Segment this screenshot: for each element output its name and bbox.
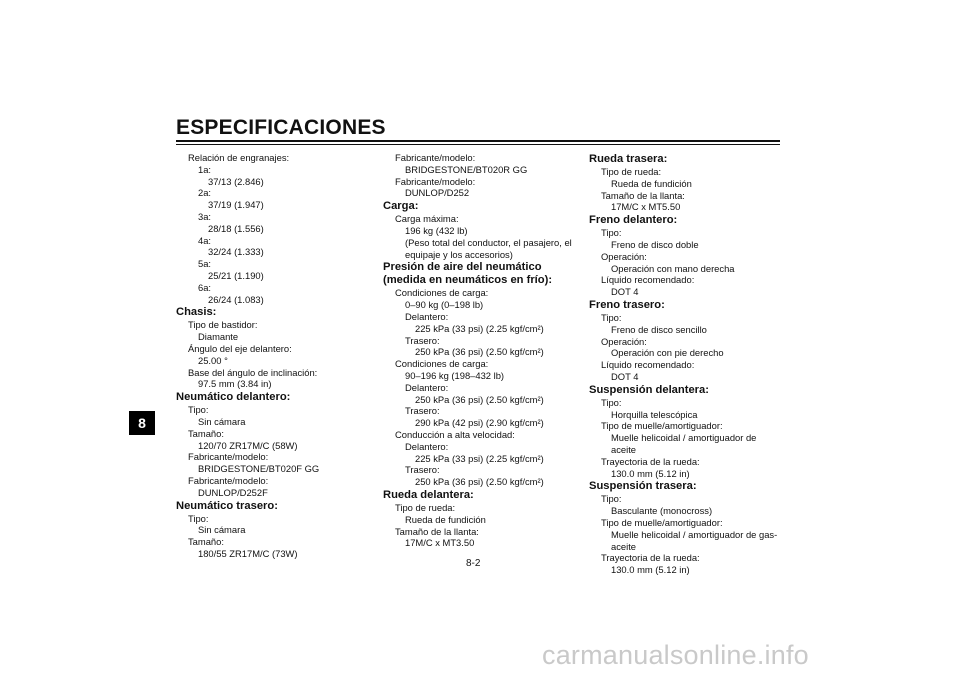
spec-line: 4a: (198, 234, 212, 246)
page-title: ESPECIFICACIONES (176, 116, 386, 139)
spec-line: Basculante (monocross) (611, 505, 713, 517)
spec-line: Tipo: (601, 493, 622, 505)
spec-line: Tamaño de la llanta: (395, 525, 479, 537)
spec-line: Tipo de muelle/amortiguador: (601, 420, 723, 432)
spec-line: 196 kg (432 lb) (405, 224, 468, 236)
spec-line: Tamaño de la llanta: (601, 189, 685, 201)
watermark: carmanualsonline.info (542, 640, 809, 670)
spec-line: Condiciones de carga: (395, 358, 489, 370)
spec-line: Tipo: (188, 512, 209, 524)
spec-line: DUNLOP/D252 (405, 187, 470, 199)
spec-line: Ángulo del eje delantero: (188, 342, 292, 354)
spec-line: Tamaño: (188, 427, 224, 439)
spec-column-1 (176, 152, 366, 560)
spec-line: Diamante (198, 331, 239, 343)
spec-line: 90–196 kg (198–432 lb) (405, 369, 505, 381)
spec-line: (Peso total del conductor, el pasajero, el equipaje y los accesorios) (405, 236, 572, 260)
spec-line: Trasero: (405, 334, 440, 346)
spec-line: 25/21 (1.190) (208, 269, 264, 281)
section-heading: Rueda delantera: (383, 488, 474, 501)
spec-line: 225 kPa (33 psi) (2.25 kgf/cm²) (415, 322, 544, 334)
spec-line: 120/70 ZR17M/C (58W) (198, 439, 298, 451)
spec-line: Relación de engranajes: (188, 152, 290, 163)
section-heading: Freno trasero: (589, 298, 665, 311)
spec-line: Delantero: (405, 310, 449, 322)
spec-line: 250 kPa (36 psi) (2.50 kgf/cm²) (415, 346, 544, 358)
spec-line: 290 kPa (42 psi) (2.90 kgf/cm²) (415, 417, 544, 429)
spec-line: 0–90 kg (0–198 lb) (405, 299, 484, 311)
spec-line: 250 kPa (36 psi) (2.50 kgf/cm²) (415, 393, 544, 405)
spec-line: Fabricante/modelo: (188, 474, 269, 486)
spec-line: 3a: (198, 210, 212, 222)
spec-line: Rueda de fundición (611, 177, 692, 189)
spec-line: Tipo: (601, 311, 622, 323)
section-heading: Suspensión delantera: (589, 383, 709, 396)
spec-line: Sin cámara (198, 524, 246, 536)
spec-line: DOT 4 (611, 286, 639, 298)
spec-line: Muelle helicoidal / amortiguador de aceite (611, 432, 757, 455)
section-heading: Chasis: (176, 306, 217, 319)
spec-line: Trayectoria de la rueda: (601, 455, 700, 467)
spec-line: 130.0 mm (5.12 in) (611, 467, 690, 479)
section-tab: 8 (129, 411, 155, 435)
section-heading: Rueda trasera: (589, 153, 668, 165)
spec-line: Operación: (601, 250, 647, 262)
spec-line: 225 kPa (33 psi) (2.25 kgf/cm²) (415, 452, 544, 464)
section-heading: Neumático trasero: (176, 499, 278, 512)
spec-line: Delantero: (405, 440, 449, 452)
spec-line: Tamaño: (188, 536, 224, 548)
spec-line: 37/19 (1.947) (208, 199, 264, 211)
spec-line: Tipo: (188, 404, 209, 416)
spec-line: Freno de disco sencillo (611, 323, 707, 335)
spec-line: Sin cámara (198, 415, 246, 427)
spec-line: 32/24 (1.333) (208, 246, 264, 258)
spec-line: 1a: (198, 163, 212, 175)
spec-line: Tipo de rueda: (395, 501, 456, 513)
section-heading: Suspensión trasera: (589, 480, 697, 493)
spec-line: Fabricante/modelo: (395, 152, 476, 163)
spec-line: 17M/C x MT3.50 (405, 537, 475, 549)
spec-line: DUNLOP/D252F (198, 486, 268, 498)
spec-line: Freno de disco doble (611, 238, 699, 250)
section-heading: Freno delantero: (589, 214, 678, 227)
spec-line: Fabricante/modelo: (395, 175, 476, 187)
spec-line: Trasero: (405, 405, 440, 417)
title-rule-thin (176, 144, 780, 145)
spec-line: Tipo de muelle/amortiguador: (601, 516, 723, 528)
spec-line: Conducción a alta velocidad: (395, 428, 515, 440)
spec-line: Tipo de bastidor: (188, 319, 258, 331)
spec-line: Rueda de fundición (405, 513, 486, 525)
spec-line: Base del ángulo de inclinación: (188, 366, 318, 378)
spec-line: Trasero: (405, 464, 440, 476)
spec-line: Tipo de rueda: (601, 166, 662, 177)
spec-line: Delantero: (405, 381, 449, 393)
spec-line: 130.0 mm (5.12 in) (611, 564, 690, 576)
spec-line: Operación: (601, 335, 647, 347)
spec-line: Operación con mano derecha (611, 262, 735, 274)
spec-line: 37/13 (2.846) (208, 175, 264, 187)
spec-line: Condiciones de carga: (395, 287, 489, 299)
section-heading: Carga: (383, 200, 419, 213)
spec-line: Líquido recomendado: (601, 359, 695, 371)
spec-line: 25.00 ° (198, 354, 228, 366)
section-heading: Neumático delantero: (176, 391, 291, 404)
spec-line: BRIDGESTONE/BT020F GG (198, 463, 320, 475)
spec-column-2 (383, 152, 576, 549)
spec-line: Líquido recomendado: (601, 274, 695, 286)
spec-line: Muelle helicoidal / amortiguador de gas-aceite (611, 528, 778, 552)
spec-line: Horquilla telescópica (611, 408, 698, 420)
spec-line: 6a: (198, 281, 212, 293)
title-rule-thick (176, 140, 780, 142)
section-heading: Presión de aire del neumático (medida en neumáticos en frío): (383, 261, 553, 287)
spec-line: Carga máxima: (395, 213, 459, 225)
spec-line: BRIDGESTONE/BT020R GG (405, 163, 528, 175)
spec-line: 180/55 ZR17M/C (73W) (198, 547, 298, 559)
spec-line: 250 kPa (36 psi) (2.50 kgf/cm²) (415, 476, 544, 488)
spec-column-3 (589, 152, 783, 576)
spec-line: 5a: (198, 258, 212, 270)
spec-line: 2a: (198, 187, 212, 199)
spec-line: 28/18 (1.556) (208, 222, 264, 234)
spec-line: Fabricante/modelo: (188, 451, 269, 463)
spec-line: Tipo: (601, 396, 622, 408)
spec-line: 97.5 mm (3.84 in) (198, 378, 272, 390)
spec-line: Operación con pie derecho (611, 347, 724, 359)
page-number: 8-2 (466, 558, 481, 569)
spec-line: Tipo: (601, 227, 622, 239)
spec-line: Trayectoria de la rueda: (601, 552, 700, 564)
spec-line: 17M/C x MT5.50 (611, 201, 681, 213)
spec-line: 26/24 (1.083) (208, 293, 264, 305)
spec-line: DOT 4 (611, 370, 639, 382)
